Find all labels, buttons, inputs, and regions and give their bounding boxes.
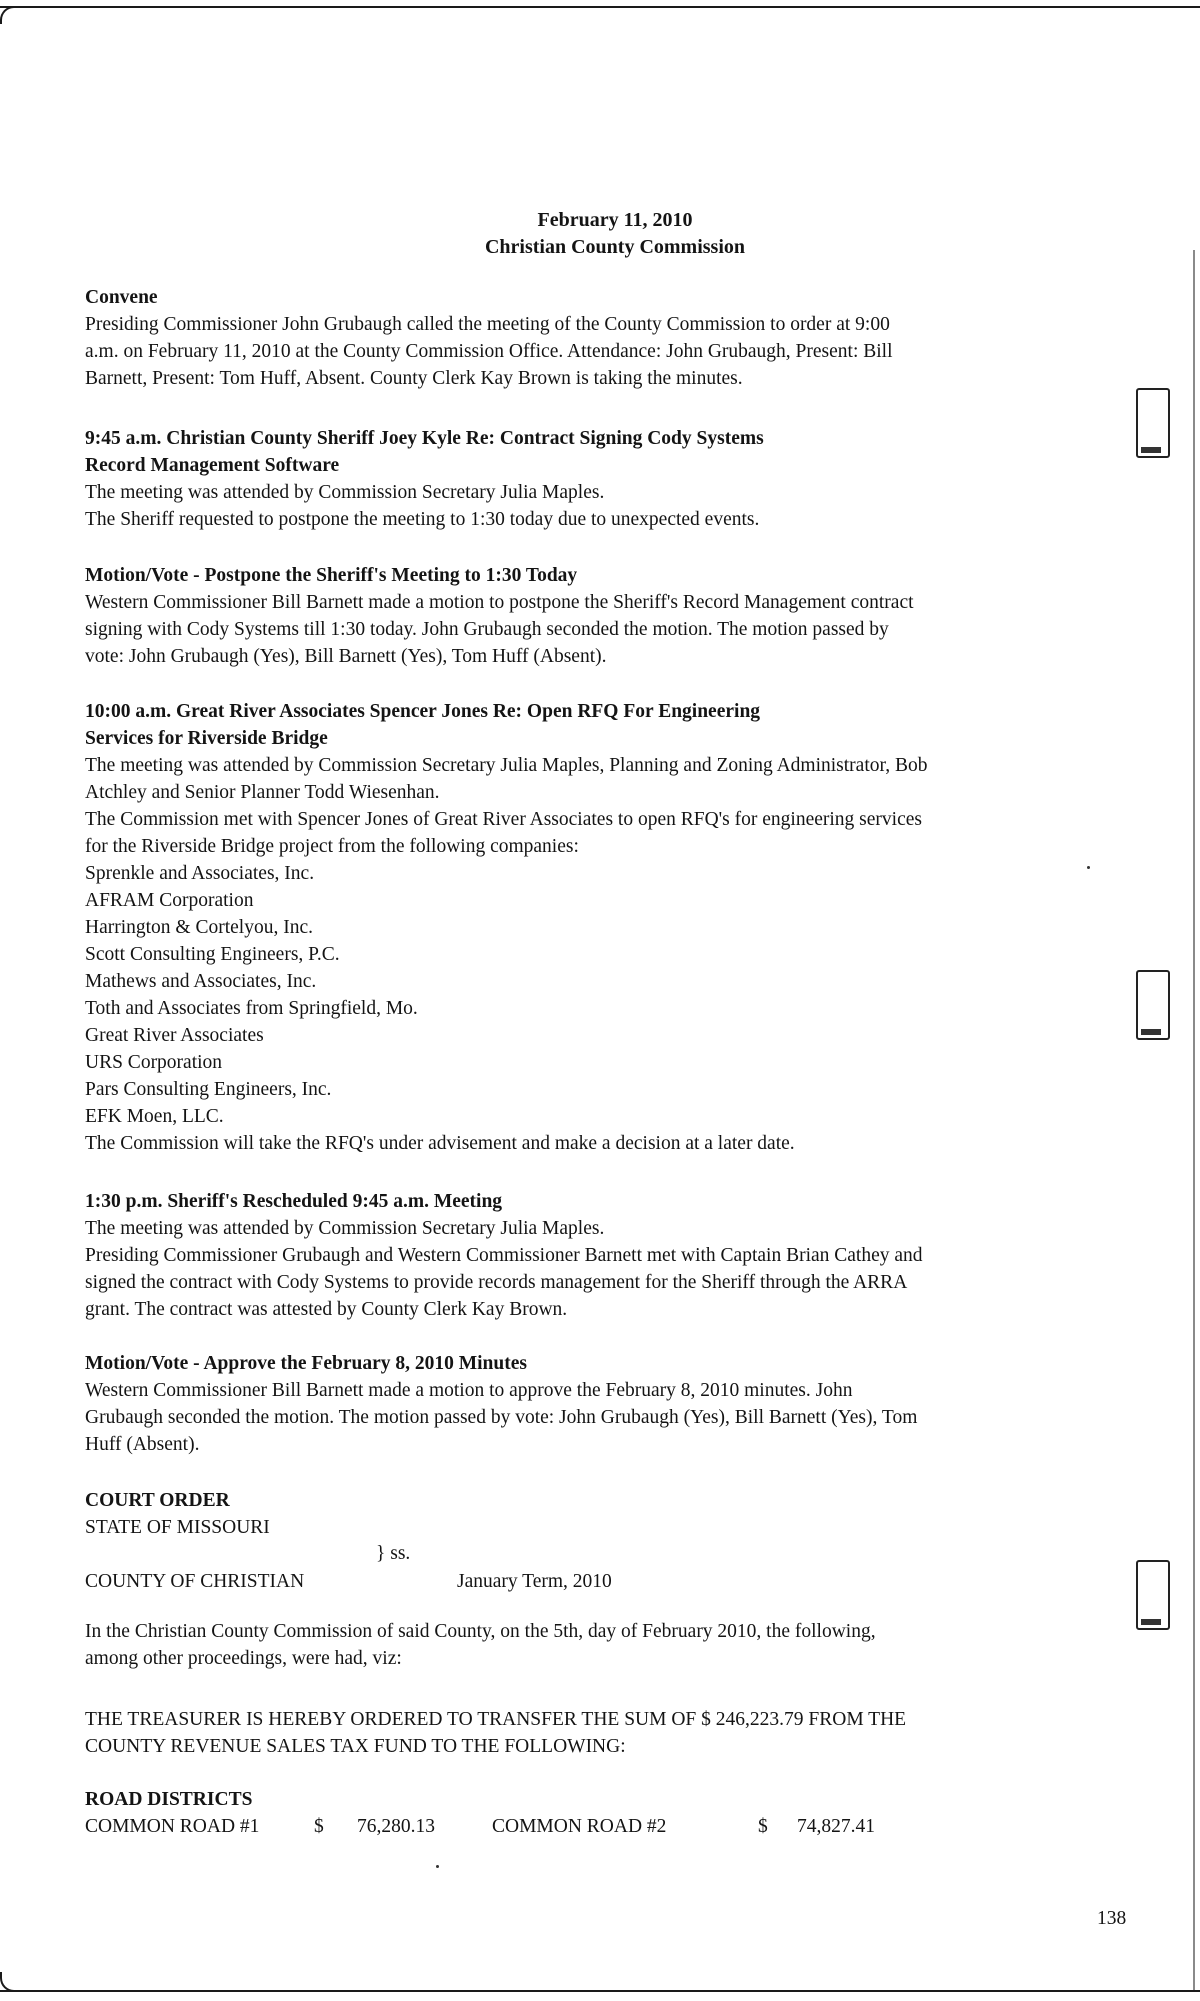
paragraph-line: Huff (Absent).: [85, 1434, 200, 1455]
road1-amount: 76,280.13: [357, 1816, 435, 1837]
paragraph-line: Western Commissioner Bill Barnett made a motion to postpone the Sheriff's Record Management contract: [85, 592, 914, 613]
paragraph-line: signing with Cody Systems till 1:30 today. John Grubaugh seconded the motion. The motion passed by: [85, 619, 889, 640]
section-heading: 10:00 a.m. Great River Associates Spencer Jones Re: Open RFQ For Engineering: [85, 701, 761, 722]
road2-currency: $: [758, 1816, 768, 1837]
scan-speck: [436, 1865, 439, 1868]
paragraph-line: Presiding Commissioner Grubaugh and Western Commissioner Barnett met with Captain Brian Cathey and: [85, 1245, 923, 1266]
document-title: Christian County Commission: [484, 236, 746, 258]
road2-amount: 74,827.41: [797, 1816, 875, 1837]
section-heading: Motion/Vote - Postpone the Sheriff's Meeting to 1:30 Today: [85, 565, 578, 586]
section-heading: Services for Riverside Bridge: [85, 728, 328, 749]
rfq-meeting-section: [85, 698, 1095, 1157]
convene-section: [85, 284, 1095, 392]
company-list-item: URS Corporation: [85, 1052, 223, 1073]
paragraph-line: among other proceedings, were had, viz:: [85, 1648, 402, 1669]
company-list-item: Great River Associates: [85, 1025, 264, 1046]
paragraph-line: Barnett, Present: Tom Huff, Absent. County Clerk Kay Brown is taking the minutes.: [85, 368, 743, 389]
binder-ring-icon: [1136, 970, 1170, 1040]
company-list-item: Pars Consulting Engineers, Inc.: [85, 1079, 332, 1100]
county-line: COUNTY OF CHRISTIAN: [85, 1571, 305, 1592]
paragraph-line: The Commission will take the RFQ's under advisement and make a decision at a later date.: [85, 1133, 795, 1154]
paragraph-line: The meeting was attended by Commission Secretary Julia Maples, Planning and Zoning Administrator, Bob: [85, 755, 928, 776]
company-list-item: Mathews and Associates, Inc.: [85, 971, 317, 992]
paragraph-line: signed the contract with Cody Systems to provide records management for the Sheriff through the ARRA: [85, 1272, 908, 1293]
binder-ring-icon: [1136, 1560, 1170, 1630]
document-date: February 11, 2010: [537, 209, 693, 231]
section-heading: COURT ORDER: [85, 1490, 230, 1511]
section-heading: ROAD DISTRICTS: [85, 1789, 253, 1810]
section-heading: Record Management Software: [85, 455, 340, 476]
page-number: 138: [1097, 1908, 1127, 1929]
paragraph-line: Atchley and Senior Planner Todd Wiesenhan.: [85, 782, 440, 803]
paragraph-line: Grubaugh seconded the motion. The motion passed by vote: John Grubaugh (Yes), Bill Barnett (Yes), Tom: [85, 1407, 918, 1428]
transfer-order-paragraph: [85, 1706, 1095, 1760]
road1-currency: $: [314, 1816, 324, 1837]
ss-bracket: } ss.: [376, 1543, 411, 1564]
paragraph-line: grant. The contract was attested by County Clerk Kay Brown.: [85, 1299, 568, 1320]
paragraph-line: The Commission met with Spencer Jones of Great River Associates to open RFQ's for engineering services: [85, 809, 922, 830]
scan-edge-right: [1193, 250, 1195, 1990]
court-order-section: [85, 1487, 1095, 1541]
company-list-item: Toth and Associates from Springfield, Mo.: [85, 998, 418, 1019]
paragraph-line: Presiding Commissioner John Grubaugh called the meeting of the County Commission to order at 9:00: [85, 314, 890, 335]
motion-postpone-section: [85, 562, 1095, 670]
paragraph-line: THE TREASURER IS HEREBY ORDERED TO TRANSFER THE SUM OF $ 246,223.79 FROM THE: [85, 1709, 907, 1730]
paragraph-line: Western Commissioner Bill Barnett made a motion to approve the February 8, 2010 minutes. John: [85, 1380, 853, 1401]
binder-ring-icon: [1136, 388, 1170, 458]
section-heading: 9:45 a.m. Christian County Sheriff Joey Kyle Re: Contract Signing Cody Systems: [85, 428, 764, 449]
scan-edge-bottom: [0, 1990, 1200, 1992]
sheriff-meeting-section: [85, 425, 1095, 533]
company-list-item: Sprenkle and Associates, Inc.: [85, 863, 315, 884]
state-line: STATE OF MISSOURI: [85, 1517, 270, 1538]
section-heading: Convene: [85, 287, 158, 308]
road-districts-heading: [85, 1786, 1095, 1813]
section-heading: 1:30 p.m. Sheriff's Rescheduled 9:45 a.m. Meeting: [85, 1191, 503, 1212]
company-list-item: Scott Consulting Engineers, P.C.: [85, 944, 340, 965]
motion-minutes-section: [85, 1350, 1095, 1458]
scan-corner-bottom-left: [0, 1972, 16, 1992]
paragraph-line: vote: John Grubaugh (Yes), Bill Barnett (Yes), Tom Huff (Absent).: [85, 646, 607, 667]
company-list-item: Harrington & Cortelyou, Inc.: [85, 917, 313, 938]
road2-label: COMMON ROAD #2: [492, 1816, 667, 1837]
section-heading: Motion/Vote - Approve the February 8, 2010 Minutes: [85, 1353, 527, 1374]
term-line: January Term, 2010: [457, 1571, 612, 1592]
paragraph-line: The Sheriff requested to postpone the meeting to 1:30 today due to unexpected events.: [85, 509, 760, 530]
paragraph-line: for the Riverside Bridge project from the following companies:: [85, 836, 579, 857]
company-list-item: AFRAM Corporation: [85, 890, 254, 911]
rescheduled-meeting-section: [85, 1188, 1095, 1323]
paragraph-line: The meeting was attended by Commission Secretary Julia Maples.: [85, 482, 605, 503]
road1-label: COMMON ROAD #1: [85, 1816, 260, 1837]
paragraph-line: a.m. on February 11, 2010 at the County Commission Office. Attendance: John Grubaugh, Present: Bill: [85, 341, 893, 362]
company-list-item: EFK Moen, LLC.: [85, 1106, 224, 1127]
scan-corner-top-left: [0, 6, 16, 24]
paragraph-line: COUNTY REVENUE SALES TAX FUND TO THE FOLLOWING:: [85, 1736, 626, 1757]
paragraph-line: In the Christian County Commission of said County, on the 5th, day of February 2010, the following,: [85, 1621, 876, 1642]
scan-edge-top: [0, 6, 1200, 8]
paragraph-line: The meeting was attended by Commission Secretary Julia Maples.: [85, 1218, 605, 1239]
proceedings-paragraph: [85, 1618, 1095, 1672]
